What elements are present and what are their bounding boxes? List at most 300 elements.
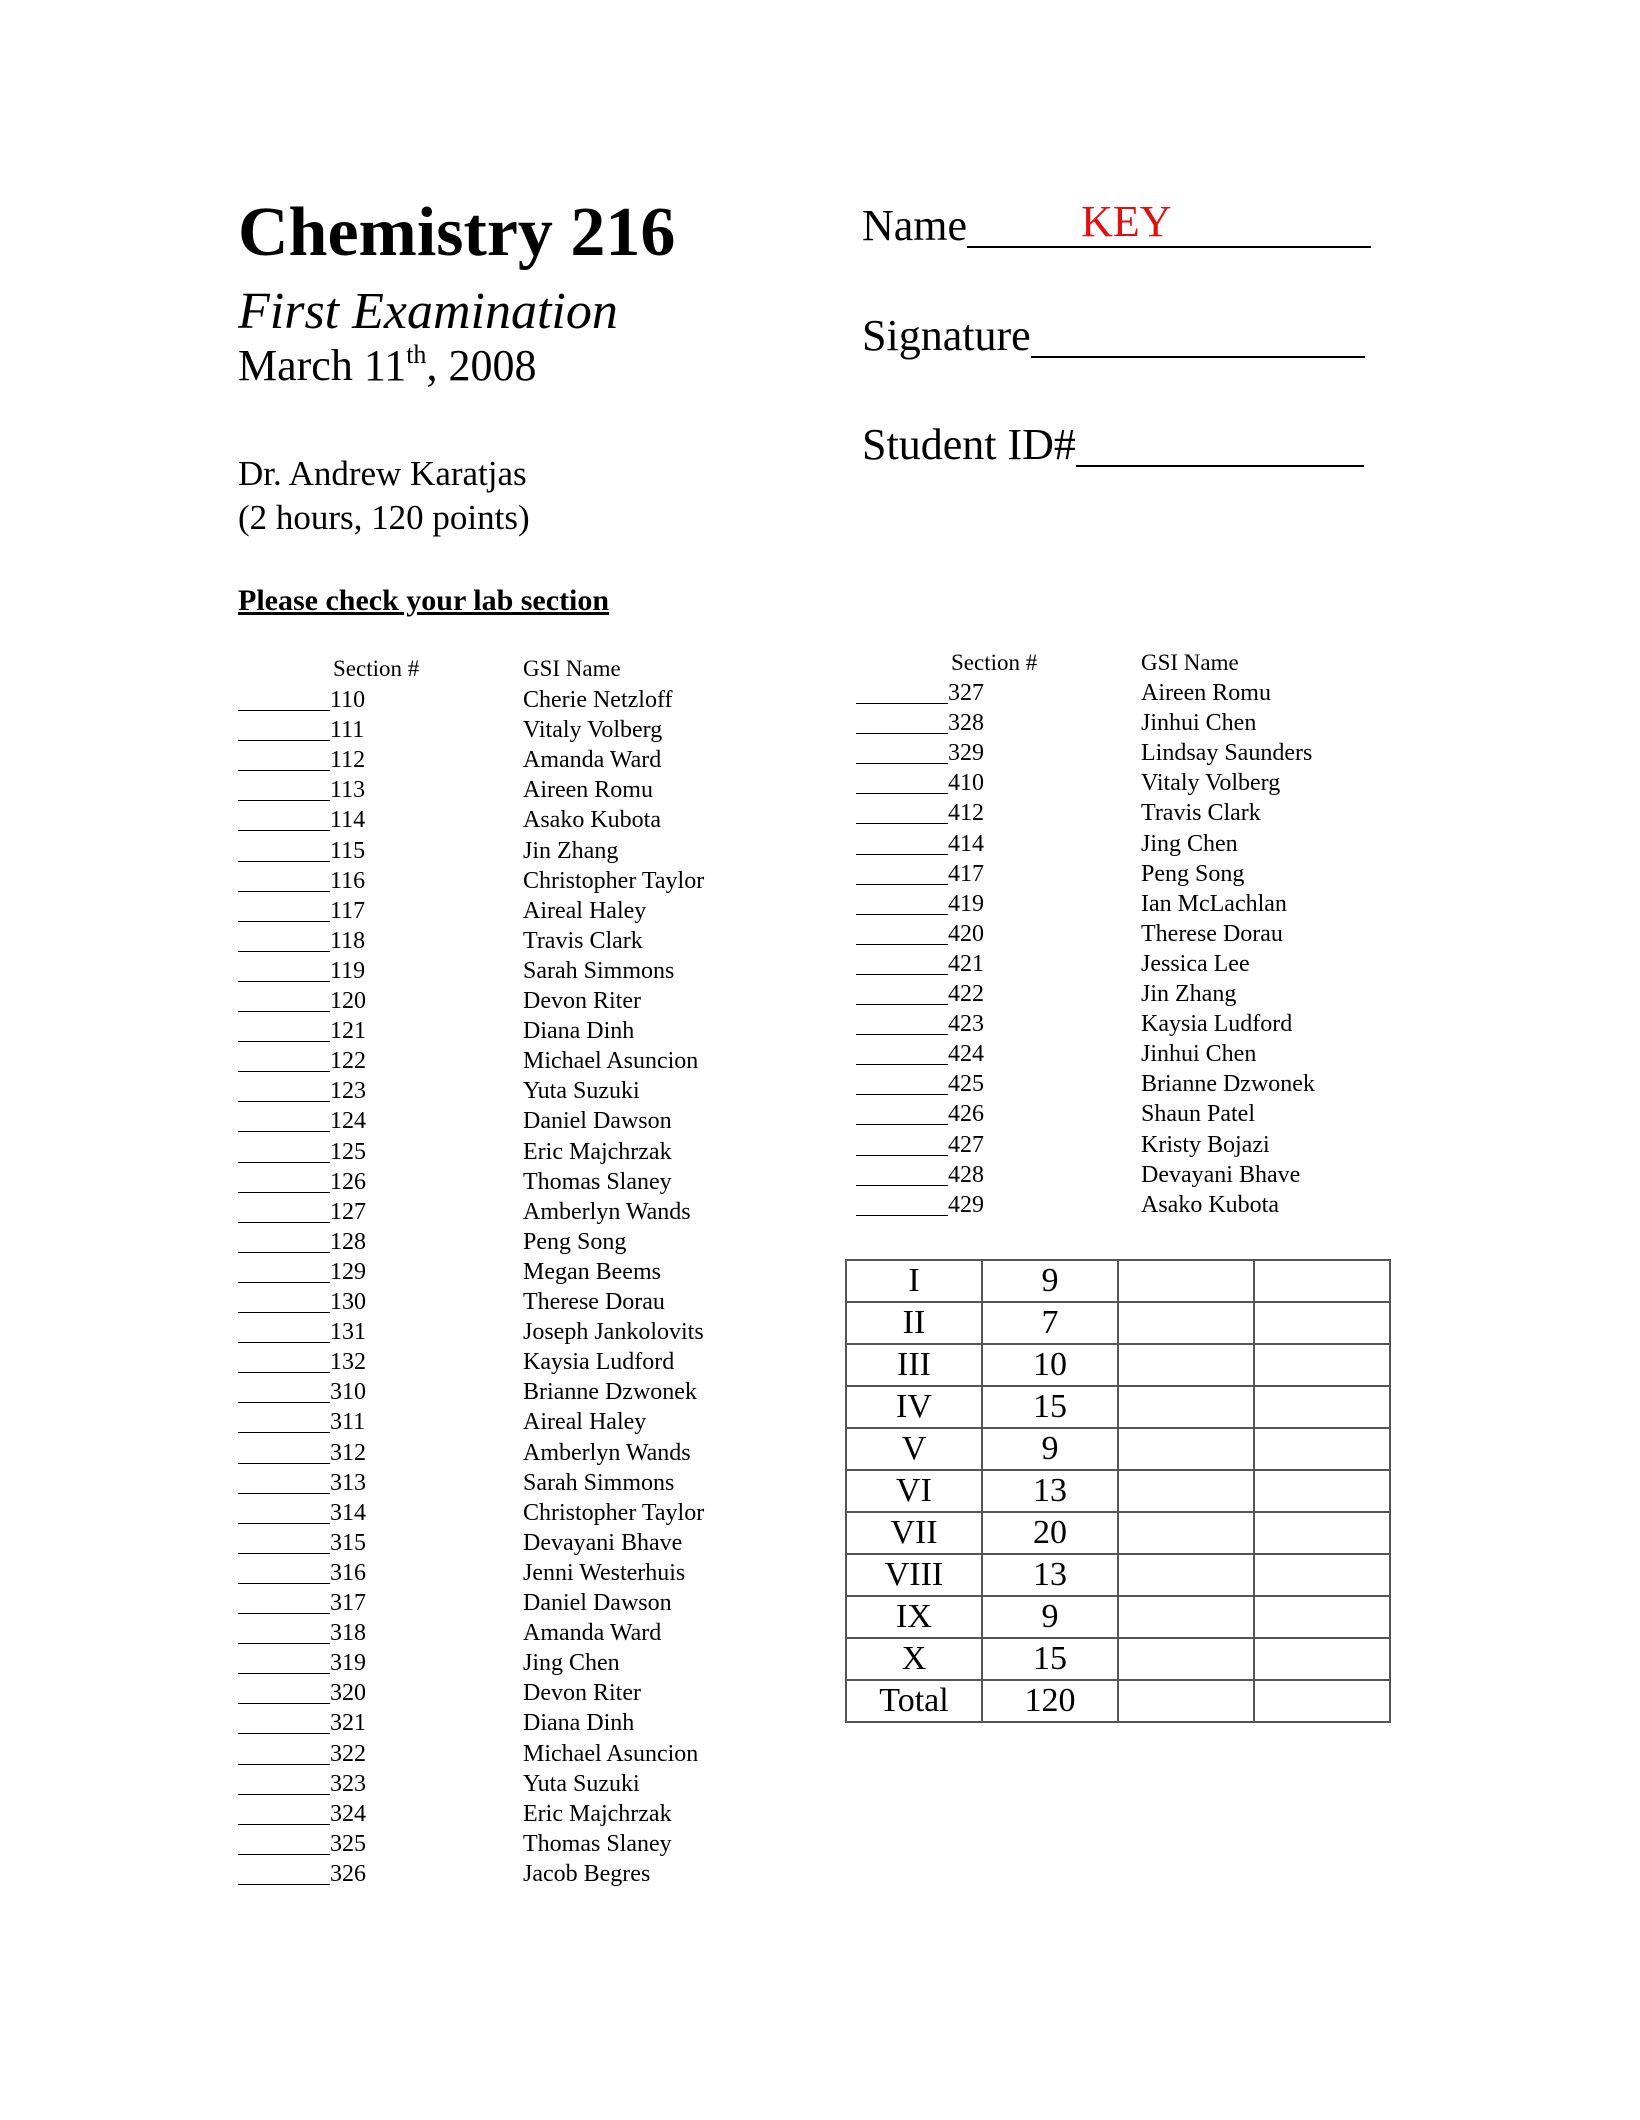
section-row <box>238 1858 838 1888</box>
section-checkbox-line[interactable] <box>238 830 330 831</box>
score-points: 9 <box>982 1596 1118 1638</box>
score-part: II <box>846 1302 982 1344</box>
section-checkbox-line[interactable] <box>238 800 330 801</box>
section-row <box>238 895 838 925</box>
section-number: 112 <box>330 747 366 774</box>
exam-name: First Examination <box>238 283 618 340</box>
section-number: 321 <box>330 1710 366 1737</box>
gsi-name: Brianne Dzwonek <box>523 1379 697 1406</box>
section-checkbox-line[interactable] <box>856 763 948 764</box>
section-row <box>238 1647 838 1677</box>
section-number: 130 <box>330 1289 366 1315</box>
score-points: 9 <box>982 1428 1118 1470</box>
section-row <box>856 918 1456 948</box>
section-checkbox-line[interactable] <box>238 1011 330 1012</box>
section-number: 328 <box>948 710 984 737</box>
section-number: 125 <box>330 1138 366 1165</box>
section-number: 420 <box>948 920 984 947</box>
score-row <box>846 1470 1390 1512</box>
section-checkbox-line[interactable] <box>238 1402 330 1403</box>
section-number: 128 <box>330 1228 366 1255</box>
section-row <box>238 714 838 744</box>
section-checkbox-line[interactable] <box>238 1553 330 1554</box>
score-points: 10 <box>982 1344 1118 1386</box>
gsi-name: Peng Song <box>523 1228 627 1255</box>
gsi-name: Eric Majchrzak <box>523 1138 672 1165</box>
gsi-name: Jinhui Chen <box>1141 1041 1257 1068</box>
section-number: 318 <box>330 1620 366 1647</box>
section-row <box>856 828 1456 858</box>
gsi-name: Kaysia Ludford <box>523 1349 675 1376</box>
score-row <box>846 1554 1390 1596</box>
section-checkbox-line[interactable] <box>238 1041 330 1042</box>
gsi-name: Jin Zhang <box>523 837 619 864</box>
section-checkbox-line[interactable] <box>856 1034 948 1035</box>
gsi-name: Megan Beems <box>523 1258 661 1285</box>
name-input[interactable] <box>967 197 1371 248</box>
gsi-name: Jessica Lee <box>1141 950 1250 977</box>
score-row <box>846 1596 1390 1638</box>
section-number: 422 <box>948 981 984 1007</box>
section-row <box>856 888 1456 918</box>
section-row <box>856 1129 1456 1159</box>
gsi-name: Amanda Ward <box>523 747 662 774</box>
section-number: 414 <box>948 830 984 857</box>
gsi-name: Lindsay Saunders <box>1141 740 1313 767</box>
section-checkbox-line[interactable] <box>856 733 948 734</box>
score-row <box>846 1386 1390 1428</box>
section-row <box>238 804 838 834</box>
signature-label: Signature <box>862 311 1031 360</box>
score-earned-cell[interactable] <box>1118 1596 1254 1638</box>
score-points: 15 <box>982 1386 1118 1428</box>
section-row <box>856 1068 1456 1098</box>
section-checkbox-line[interactable] <box>238 1643 330 1644</box>
gsi-name: Thomas Slaney <box>523 1830 672 1857</box>
section-number: 427 <box>948 1131 984 1158</box>
section-row <box>238 1828 838 1858</box>
section-number: 316 <box>330 1559 366 1586</box>
section-row <box>238 1557 838 1587</box>
score-points: 13 <box>982 1470 1118 1512</box>
score-part: Total <box>846 1680 982 1722</box>
exam-date-main: March 11 <box>238 341 407 390</box>
section-number: 115 <box>330 837 366 864</box>
signature-input[interactable] <box>1031 318 1365 358</box>
gsi-name: Peng Song <box>1141 860 1245 887</box>
gsi-name: Eric Majchrzak <box>523 1800 672 1827</box>
section-number: 424 <box>948 1041 984 1068</box>
section-number: 120 <box>330 988 366 1014</box>
score-points: 7 <box>982 1302 1118 1344</box>
section-row <box>238 1467 838 1497</box>
section-checkbox-line[interactable] <box>856 1155 948 1156</box>
score-points: 9 <box>982 1260 1118 1302</box>
score-earned-cell[interactable] <box>1118 1680 1254 1722</box>
right-gsi-header: GSI Name <box>1141 650 1239 675</box>
gsi-name: Jacob Begres <box>523 1860 651 1887</box>
section-row <box>238 1286 838 1316</box>
section-row <box>238 1707 838 1737</box>
gsi-name: Diana Dinh <box>523 1710 635 1737</box>
section-row <box>238 1437 838 1467</box>
score-earned-cell[interactable] <box>1118 1638 1254 1680</box>
section-number: 412 <box>948 800 984 827</box>
score-points: 15 <box>982 1638 1118 1680</box>
gsi-name: Aireen Romu <box>523 777 653 804</box>
gsi-name: Therese Dorau <box>1141 920 1283 947</box>
gsi-name: Daniel Dawson <box>523 1590 672 1616</box>
section-row <box>238 1617 838 1647</box>
gsi-name: Michael Asuncion <box>523 1048 699 1075</box>
score-row <box>846 1680 1390 1722</box>
gsi-name: Jing Chen <box>1141 830 1238 857</box>
section-number: 324 <box>330 1800 366 1827</box>
section-row <box>238 1196 838 1226</box>
section-row <box>856 1159 1456 1189</box>
score-earned-cell[interactable] <box>1118 1554 1254 1596</box>
section-checkbox-line[interactable] <box>856 944 948 945</box>
section-number: 421 <box>948 950 984 977</box>
score-part: III <box>846 1344 982 1386</box>
section-row <box>238 1768 838 1798</box>
gsi-name: Diana Dinh <box>523 1018 635 1045</box>
gsi-name: Thomas Slaney <box>523 1168 672 1195</box>
section-checkbox-line[interactable] <box>238 1222 330 1223</box>
gsi-name: Yuta Suzuki <box>523 1770 640 1797</box>
score-part: I <box>846 1260 982 1302</box>
section-row <box>238 955 838 985</box>
section-checkbox-line[interactable] <box>238 1282 330 1283</box>
gsi-name: Jenni Westerhuis <box>523 1559 686 1586</box>
gsi-name: Brianne Dzwonek <box>1141 1071 1315 1098</box>
section-number: 323 <box>330 1770 366 1797</box>
section-row <box>238 1497 838 1527</box>
score-earned-cell[interactable] <box>1118 1470 1254 1512</box>
section-checkbox-line[interactable] <box>238 1131 330 1132</box>
section-checkbox-line[interactable] <box>856 914 948 915</box>
section-checkbox-line[interactable] <box>238 770 330 771</box>
gsi-name: Kristy Bojazi <box>1141 1131 1270 1158</box>
section-checkbox-line[interactable] <box>856 1094 948 1095</box>
exam-info: (2 hours, 120 points) <box>238 498 530 537</box>
section-row <box>856 1098 1456 1128</box>
section-row <box>238 1256 838 1286</box>
section-checkbox-line[interactable] <box>856 1124 948 1125</box>
score-points: 120 <box>982 1680 1118 1722</box>
section-number: 110 <box>330 687 366 713</box>
section-checkbox-line[interactable] <box>238 1252 330 1253</box>
gsi-name: Ian McLachlan <box>1141 890 1287 917</box>
score-earned-cell[interactable] <box>1118 1260 1254 1302</box>
score-points: 13 <box>982 1554 1118 1596</box>
section-checkbox-line[interactable] <box>238 1673 330 1674</box>
section-number: 425 <box>948 1071 984 1098</box>
section-number: 313 <box>330 1469 366 1496</box>
section-checkbox-line[interactable] <box>238 1463 330 1464</box>
section-checkbox-line[interactable] <box>238 1372 330 1373</box>
section-checkbox-line[interactable] <box>238 1523 330 1524</box>
section-checkbox-line[interactable] <box>238 1432 330 1433</box>
gsi-name: Amberlyn Wands <box>523 1198 691 1225</box>
right-section-header: Section # <box>951 650 1038 675</box>
section-row <box>238 1376 838 1406</box>
section-row <box>856 677 1456 707</box>
score-extra-cell[interactable] <box>1254 1470 1390 1512</box>
section-checkbox-line[interactable] <box>238 1854 330 1855</box>
section-row <box>238 1406 838 1436</box>
score-row <box>846 1428 1390 1470</box>
score-earned-cell[interactable] <box>1118 1344 1254 1386</box>
section-number: 118 <box>330 927 366 954</box>
section-number: 410 <box>948 770 984 797</box>
score-earned-cell[interactable] <box>1118 1386 1254 1428</box>
section-row <box>238 1136 838 1166</box>
section-checkbox-line[interactable] <box>856 703 948 704</box>
section-number: 114 <box>330 807 366 834</box>
gsi-name: Asako Kubota <box>523 807 661 834</box>
section-row <box>856 797 1456 827</box>
score-extra-cell[interactable] <box>1254 1512 1390 1554</box>
section-row <box>238 1527 838 1557</box>
gsi-name: Devon Riter <box>523 1680 641 1707</box>
signature-field <box>862 306 1365 358</box>
section-checkbox-line[interactable] <box>856 854 948 855</box>
gsi-name: Vitaly Volberg <box>523 717 663 744</box>
section-row <box>238 684 838 714</box>
gsi-name: Christopher Taylor <box>523 1499 705 1526</box>
score-extra-cell[interactable] <box>1254 1596 1390 1638</box>
section-checkbox-line[interactable] <box>856 1004 948 1005</box>
section-checkbox-line[interactable] <box>856 1185 948 1186</box>
score-extra-cell[interactable] <box>1254 1638 1390 1680</box>
section-checkbox-line[interactable] <box>238 921 330 922</box>
gsi-name: Devayani Bhave <box>1141 1161 1301 1188</box>
section-checkbox-line[interactable] <box>238 1733 330 1734</box>
section-row <box>238 835 838 865</box>
section-number: 419 <box>948 890 984 917</box>
section-number: 315 <box>330 1529 366 1556</box>
section-row <box>856 737 1456 767</box>
score-extra-cell[interactable] <box>1254 1302 1390 1344</box>
score-row <box>846 1260 1390 1302</box>
gsi-name: Cherie Netzloff <box>523 687 673 713</box>
section-row <box>238 1015 838 1045</box>
score-extra-cell[interactable] <box>1254 1260 1390 1302</box>
section-number: 311 <box>330 1409 366 1436</box>
section-checkbox-line[interactable] <box>238 1101 330 1102</box>
section-number: 111 <box>330 717 365 744</box>
section-row <box>238 1045 838 1075</box>
exam-date <box>238 340 537 390</box>
score-extra-cell[interactable] <box>1254 1428 1390 1470</box>
section-checkbox-line[interactable] <box>856 1064 948 1065</box>
score-row <box>846 1512 1390 1554</box>
section-checkbox-line[interactable] <box>856 884 948 885</box>
section-number: 126 <box>330 1168 366 1195</box>
section-checkbox-line[interactable] <box>238 981 330 982</box>
section-checkbox-line[interactable] <box>238 1192 330 1193</box>
score-earned-cell[interactable] <box>1118 1302 1254 1344</box>
section-checkbox-line[interactable] <box>238 1794 330 1795</box>
section-number: 131 <box>330 1319 366 1346</box>
score-earned-cell[interactable] <box>1118 1428 1254 1470</box>
section-checkbox-line[interactable] <box>238 1824 330 1825</box>
gsi-name: Sarah Simmons <box>523 1469 675 1496</box>
section-row <box>238 1587 838 1617</box>
gsi-name: Devon Riter <box>523 988 641 1014</box>
section-number: 429 <box>948 1191 984 1218</box>
section-row <box>238 1166 838 1196</box>
gsi-name: Amanda Ward <box>523 1620 662 1647</box>
lab-section-heading: Please check your lab section <box>238 584 610 617</box>
section-checkbox-line[interactable] <box>856 823 948 824</box>
section-number: 129 <box>330 1258 366 1285</box>
score-extra-cell[interactable] <box>1254 1554 1390 1596</box>
gsi-name: Vitaly Volberg <box>1141 770 1281 797</box>
gsi-name: Joseph Jankolovits <box>523 1319 704 1346</box>
score-part: VII <box>846 1512 982 1554</box>
section-number: 329 <box>948 740 984 767</box>
section-checkbox-line[interactable] <box>238 1884 330 1885</box>
section-number: 119 <box>330 957 366 984</box>
gsi-name: Asako Kubota <box>1141 1191 1279 1218</box>
section-number: 121 <box>330 1018 366 1045</box>
section-number: 428 <box>948 1161 984 1188</box>
section-number: 124 <box>330 1108 366 1135</box>
section-row <box>238 1798 838 1828</box>
left-gsi-header: GSI Name <box>523 656 621 681</box>
section-row <box>238 1075 838 1105</box>
section-checkbox-line[interactable] <box>238 1342 330 1343</box>
gsi-name: Amberlyn Wands <box>523 1439 691 1466</box>
section-row <box>238 985 838 1015</box>
score-part: VI <box>846 1470 982 1512</box>
section-row <box>238 744 838 774</box>
gsi-name: Shaun Patel <box>1141 1101 1255 1128</box>
section-checkbox-line[interactable] <box>856 974 948 975</box>
section-checkbox-line[interactable] <box>856 1215 948 1216</box>
section-number: 417 <box>948 860 984 887</box>
section-checkbox-line[interactable] <box>238 710 330 711</box>
section-number: 327 <box>948 680 984 706</box>
section-number: 426 <box>948 1101 984 1128</box>
gsi-name: Kaysia Ludford <box>1141 1011 1293 1038</box>
score-row <box>846 1302 1390 1344</box>
section-row <box>238 1316 838 1346</box>
gsi-name: Travis Clark <box>1141 800 1261 827</box>
section-checkbox-line[interactable] <box>856 793 948 794</box>
section-number: 423 <box>948 1011 984 1038</box>
section-number: 322 <box>330 1740 366 1767</box>
score-points: 20 <box>982 1512 1118 1554</box>
section-number: 326 <box>330 1860 366 1887</box>
section-row <box>238 925 838 955</box>
section-number: 122 <box>330 1048 366 1075</box>
score-part: IX <box>846 1596 982 1638</box>
gsi-name: Travis Clark <box>523 927 643 954</box>
section-checkbox-line[interactable] <box>238 1071 330 1072</box>
gsi-name: Jing Chen <box>523 1650 620 1677</box>
section-number: 314 <box>330 1499 366 1526</box>
exam-date-ordinal: th <box>406 340 427 369</box>
section-checkbox-line[interactable] <box>238 1703 330 1704</box>
gsi-name: Aireal Haley <box>523 897 647 924</box>
name-field <box>862 196 1371 248</box>
gsi-name: Michael Asuncion <box>523 1740 699 1767</box>
instructor-name: Dr. Andrew Karatjas <box>238 454 527 493</box>
section-checkbox-line[interactable] <box>238 1764 330 1765</box>
left-section-header: Section # <box>333 656 420 681</box>
name-value: KEY <box>1081 197 1172 246</box>
name-label: Name <box>862 201 968 250</box>
section-checkbox-line[interactable] <box>238 1613 330 1614</box>
gsi-name: Yuta Suzuki <box>523 1078 640 1105</box>
gsi-name: Aireal Haley <box>523 1409 647 1436</box>
section-row <box>238 774 838 804</box>
course-title: Chemistry 216 <box>238 194 676 271</box>
gsi-name: Christopher Taylor <box>523 867 705 894</box>
score-earned-cell[interactable] <box>1118 1512 1254 1554</box>
section-row <box>856 767 1456 797</box>
section-number: 325 <box>330 1830 366 1857</box>
section-row <box>856 1008 1456 1038</box>
section-checkbox-line[interactable] <box>238 1493 330 1494</box>
section-checkbox-line[interactable] <box>238 1162 330 1163</box>
gsi-name: Jinhui Chen <box>1141 710 1257 737</box>
section-number: 123 <box>330 1078 366 1105</box>
section-row <box>856 1038 1456 1068</box>
student-id-input[interactable] <box>1076 427 1364 467</box>
score-part: IV <box>846 1386 982 1428</box>
gsi-name: Therese Dorau <box>523 1289 665 1315</box>
section-checkbox-line[interactable] <box>238 740 330 741</box>
exam-date-year: , 2008 <box>426 341 537 390</box>
section-number: 116 <box>330 867 366 894</box>
section-row <box>238 1346 838 1376</box>
score-row <box>846 1638 1390 1680</box>
section-number: 320 <box>330 1680 366 1707</box>
score-part: X <box>846 1638 982 1680</box>
gsi-name: Jin Zhang <box>1141 981 1237 1007</box>
gsi-name: Sarah Simmons <box>523 957 675 984</box>
section-number: 127 <box>330 1198 366 1225</box>
section-checkbox-line[interactable] <box>238 1312 330 1313</box>
section-checkbox-line[interactable] <box>238 861 330 862</box>
section-checkbox-line[interactable] <box>238 891 330 892</box>
section-checkbox-line[interactable] <box>238 1583 330 1584</box>
score-extra-cell[interactable] <box>1254 1680 1390 1722</box>
score-table <box>845 1259 1391 1723</box>
section-checkbox-line[interactable] <box>238 951 330 952</box>
section-row <box>238 865 838 895</box>
section-row <box>238 1677 838 1707</box>
score-extra-cell[interactable] <box>1254 1344 1390 1386</box>
score-part: V <box>846 1428 982 1470</box>
score-part: VIII <box>846 1554 982 1596</box>
gsi-name: Aireen Romu <box>1141 680 1271 706</box>
section-number: 113 <box>330 777 366 804</box>
section-row <box>856 858 1456 888</box>
section-number: 117 <box>330 897 366 924</box>
score-extra-cell[interactable] <box>1254 1386 1390 1428</box>
section-row <box>856 1189 1456 1219</box>
section-number: 317 <box>330 1590 366 1616</box>
section-number: 310 <box>330 1379 366 1406</box>
section-row <box>856 948 1456 978</box>
section-number: 132 <box>330 1349 366 1376</box>
section-number: 312 <box>330 1439 366 1466</box>
